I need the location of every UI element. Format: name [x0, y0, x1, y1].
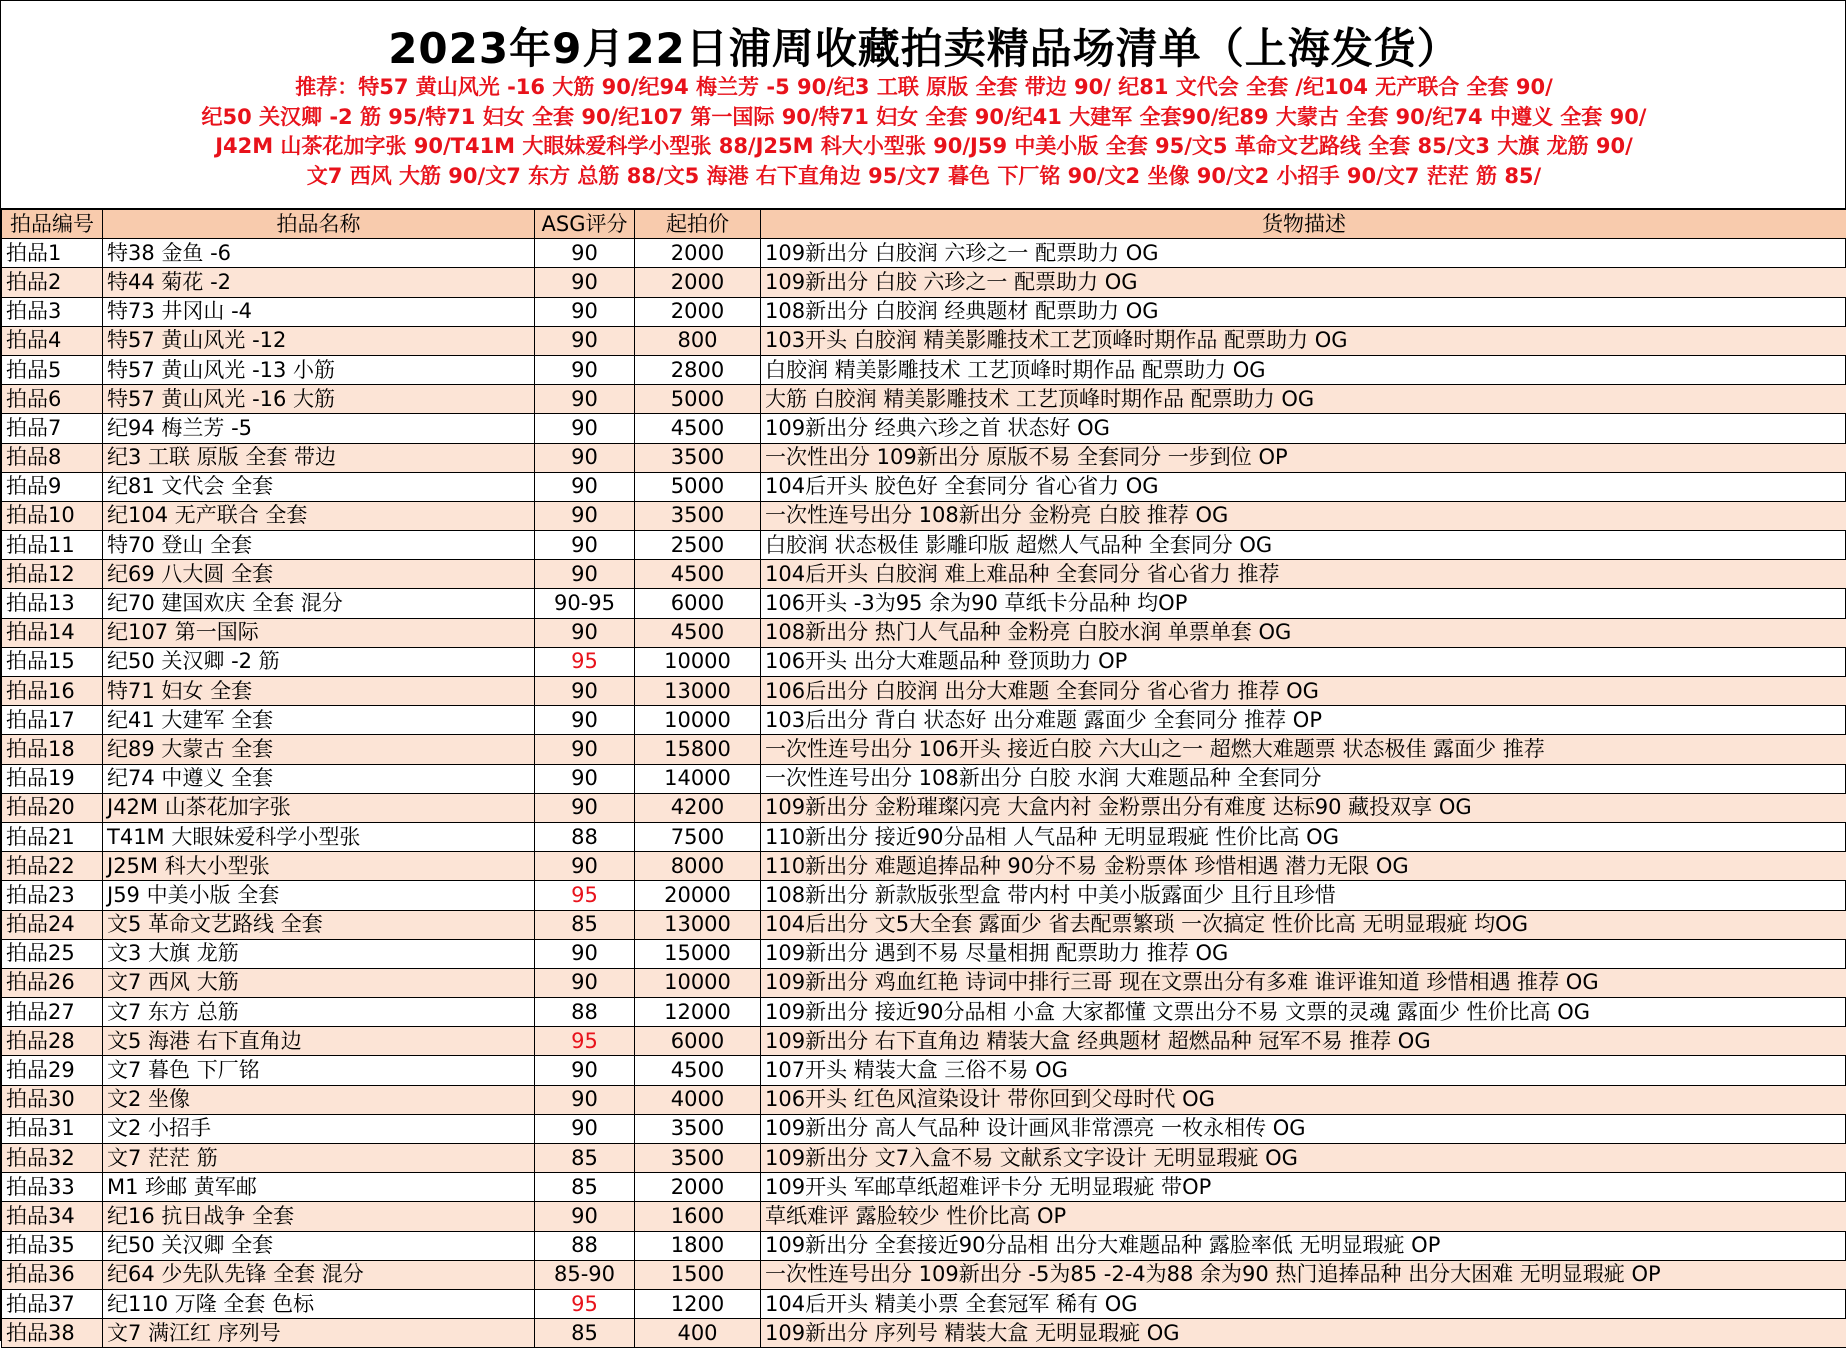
table-body	[2, 239, 1846, 1348]
lot-name-cell: 纪81 文代会 全套	[103, 472, 535, 501]
asg-grade-cell: 90	[535, 1202, 635, 1231]
asg-grade-cell: 90	[535, 297, 635, 326]
table-row	[2, 385, 1846, 414]
table-row	[2, 268, 1846, 297]
lot-name-cell: 特57 黄山风光 -16 大筋	[103, 385, 535, 414]
list-header	[1, 1, 1846, 209]
starting-price-cell: 12000	[635, 998, 761, 1027]
table-row	[2, 501, 1846, 530]
lot-number-cell: 拍品13	[2, 589, 103, 618]
asg-grade-cell: 85	[535, 1144, 635, 1173]
description-cell: 104后开头 白胶润 难上难品种 全套同分 省心省力 推荐	[761, 560, 1846, 589]
table-row	[2, 822, 1846, 851]
description-cell: 103开头 白胶润 精美影雕技术工艺顶峰时期作品 配票助力 OG	[761, 326, 1846, 355]
starting-price-cell: 4000	[635, 1085, 761, 1114]
lot-number-cell: 拍品33	[2, 1173, 103, 1202]
table-row	[2, 1202, 1846, 1231]
lot-name-cell: J59 中美小版 全套	[103, 881, 535, 910]
table-row	[2, 531, 1846, 560]
asg-grade-cell: 88	[535, 1231, 635, 1260]
asg-grade-cell: 85	[535, 910, 635, 939]
table-row	[2, 414, 1846, 443]
column-header-description: 货物描述	[761, 210, 1846, 239]
asg-grade-cell: 90-95	[535, 589, 635, 618]
recommendation-line-2: 纪50 关汉卿 -2 筋 95/特71 妇女 全套 90/纪107 第一国际 90/特71 妇女 全套 90/纪41 大建军 全套90/纪89 大蒙古 全套 90/纪74 中遵义 全套 90/	[1, 103, 1846, 133]
lot-number-cell: 拍品3	[2, 297, 103, 326]
table-row	[2, 589, 1846, 618]
asg-grade-cell: 85-90	[535, 1260, 635, 1289]
asg-grade-cell: 90	[535, 677, 635, 706]
description-cell: 109新出分 右下直角边 精装大盒 经典题材 超燃品种 冠军不易 推荐 OG	[761, 1027, 1846, 1056]
starting-price-cell: 14000	[635, 764, 761, 793]
table-row	[2, 1114, 1846, 1143]
lot-name-cell: 纪64 少先队先锋 全套 混分	[103, 1260, 535, 1289]
lot-number-cell: 拍品28	[2, 1027, 103, 1056]
asg-grade-cell: 90	[535, 560, 635, 589]
starting-price-cell: 15800	[635, 735, 761, 764]
description-cell: 白胶润 状态极佳 影雕印版 超燃人气品种 全套同分 OG	[761, 531, 1846, 560]
table-row	[2, 1144, 1846, 1173]
starting-price-cell: 10000	[635, 706, 761, 735]
table-row	[2, 968, 1846, 997]
asg-grade-cell: 90	[535, 385, 635, 414]
lot-name-cell: 文2 坐像	[103, 1085, 535, 1114]
table-row	[2, 1319, 1846, 1348]
lot-number-cell: 拍品6	[2, 385, 103, 414]
lot-number-cell: 拍品10	[2, 501, 103, 530]
starting-price-cell: 6000	[635, 589, 761, 618]
starting-price-cell: 2000	[635, 268, 761, 297]
description-cell: 106开头 红色风渲染设计 带你回到父母时代 OG	[761, 1085, 1846, 1114]
lot-number-cell: 拍品1	[2, 239, 103, 268]
asg-grade-cell: 85	[535, 1319, 635, 1348]
asg-grade-cell: 85	[535, 1173, 635, 1202]
asg-grade-cell: 90	[535, 531, 635, 560]
lot-name-cell: 特38 金鱼 -6	[103, 239, 535, 268]
page-title: 2023年9月22日浦周收藏拍卖精品场清单（上海发货）	[1, 25, 1846, 73]
table-header-row	[2, 210, 1846, 239]
description-cell: 白胶润 精美影雕技术 工艺顶峰时期作品 配票助力 OG	[761, 355, 1846, 384]
lot-number-cell: 拍品5	[2, 355, 103, 384]
table-row	[2, 764, 1846, 793]
description-cell: 大筋 白胶润 精美影雕技术 工艺顶峰时期作品 配票助力 OG	[761, 385, 1846, 414]
asg-grade-cell: 90	[535, 735, 635, 764]
lot-name-cell: M1 珍邮 黄军邮	[103, 1173, 535, 1202]
lot-name-cell: 特73 井冈山 -4	[103, 297, 535, 326]
lot-name-cell: J42M 山茶花加字张	[103, 793, 535, 822]
description-cell: 109新出分 鸡血红艳 诗词中排行三哥 现在文票出分有多难 谁评谁知道 珍惜相遇 推荐 OG	[761, 968, 1846, 997]
starting-price-cell: 10000	[635, 647, 761, 676]
description-cell: 106开头 出分大难题品种 登顶助力 OP	[761, 647, 1846, 676]
lot-number-cell: 拍品22	[2, 852, 103, 881]
table-row	[2, 239, 1846, 268]
starting-price-cell: 5000	[635, 385, 761, 414]
lot-name-cell: J25M 科大小型张	[103, 852, 535, 881]
description-cell: 109新出分 白胶 六珍之一 配票助力 OG	[761, 268, 1846, 297]
lot-number-cell: 拍品38	[2, 1319, 103, 1348]
table-row	[2, 560, 1846, 589]
starting-price-cell: 13000	[635, 910, 761, 939]
lot-name-cell: 文7 东方 总筋	[103, 998, 535, 1027]
lot-name-cell: T41M 大眼妹爱科学小型张	[103, 822, 535, 851]
asg-grade-cell: 90	[535, 501, 635, 530]
lot-name-cell: 纪74 中遵义 全套	[103, 764, 535, 793]
starting-price-cell: 3500	[635, 501, 761, 530]
description-cell: 草纸难评 露脸较少 性价比高 OP	[761, 1202, 1846, 1231]
lot-number-cell: 拍品23	[2, 881, 103, 910]
starting-price-cell: 1600	[635, 1202, 761, 1231]
starting-price-cell: 2800	[635, 355, 761, 384]
lot-number-cell: 拍品31	[2, 1114, 103, 1143]
lot-number-cell: 拍品36	[2, 1260, 103, 1289]
description-cell: 一次性连号出分 106开头 接近白胶 六大山之一 超燃大难题票 状态极佳 露面少 推荐	[761, 735, 1846, 764]
starting-price-cell: 4500	[635, 414, 761, 443]
starting-price-cell: 1500	[635, 1260, 761, 1289]
table-row	[2, 793, 1846, 822]
description-cell: 109开头 军邮草纸超难评卡分 无明显瑕疵 带OP	[761, 1173, 1846, 1202]
starting-price-cell: 13000	[635, 677, 761, 706]
lot-name-cell: 纪104 无产联合 全套	[103, 501, 535, 530]
asg-grade-cell: 90	[535, 968, 635, 997]
table-row	[2, 647, 1846, 676]
description-cell: 一次性连号出分 108新出分 白胶 水润 大难题品种 全套同分	[761, 764, 1846, 793]
starting-price-cell: 5000	[635, 472, 761, 501]
table-row	[2, 443, 1846, 472]
lot-name-cell: 纪50 关汉卿 全套	[103, 1231, 535, 1260]
asg-grade-cell: 95	[535, 1289, 635, 1318]
lot-number-cell: 拍品24	[2, 910, 103, 939]
starting-price-cell: 1200	[635, 1289, 761, 1318]
lot-number-cell: 拍品34	[2, 1202, 103, 1231]
description-cell: 109新出分 接近90分品相 小盒 大家都懂 文票出分不易 文票的灵魂 露面少 性价比高 OG	[761, 998, 1846, 1027]
lot-name-cell: 特57 黄山风光 -13 小筋	[103, 355, 535, 384]
table-row	[2, 735, 1846, 764]
table-row	[2, 910, 1846, 939]
lot-number-cell: 拍品7	[2, 414, 103, 443]
asg-grade-cell: 90	[535, 706, 635, 735]
asg-grade-cell: 95	[535, 647, 635, 676]
lot-name-cell: 文7 满江红 序列号	[103, 1319, 535, 1348]
lot-number-cell: 拍品37	[2, 1289, 103, 1318]
lot-number-cell: 拍品21	[2, 822, 103, 851]
table-row	[2, 326, 1846, 355]
description-cell: 109新出分 全套接近90分品相 出分大难题品种 露脸率低 无明显瑕疵 OP	[761, 1231, 1846, 1260]
starting-price-cell: 3500	[635, 443, 761, 472]
lot-name-cell: 纪50 关汉卿 -2 筋	[103, 647, 535, 676]
description-cell: 109新出分 遇到不易 尽量相拥 配票助力 推荐 OG	[761, 939, 1846, 968]
description-cell: 109新出分 序列号 精装大盒 无明显瑕疵 OG	[761, 1319, 1846, 1348]
column-header-lot-name: 拍品名称	[103, 210, 535, 239]
asg-grade-cell: 90	[535, 414, 635, 443]
lot-name-cell: 特70 登山 全套	[103, 531, 535, 560]
asg-grade-cell: 90	[535, 939, 635, 968]
auction-items-table	[1, 209, 1846, 1348]
starting-price-cell: 400	[635, 1319, 761, 1348]
lot-name-cell: 纪89 大蒙古 全套	[103, 735, 535, 764]
asg-grade-cell: 90	[535, 1056, 635, 1085]
lot-number-cell: 拍品35	[2, 1231, 103, 1260]
lot-name-cell: 纪110 万隆 全套 色标	[103, 1289, 535, 1318]
description-cell: 109新出分 文7入盒不易 文献系文字设计 无明显瑕疵 OG	[761, 1144, 1846, 1173]
starting-price-cell: 800	[635, 326, 761, 355]
column-header-lot-number: 拍品编号	[2, 210, 103, 239]
table-row	[2, 1231, 1846, 1260]
table-row	[2, 852, 1846, 881]
lot-number-cell: 拍品8	[2, 443, 103, 472]
asg-grade-cell: 88	[535, 998, 635, 1027]
lot-number-cell: 拍品18	[2, 735, 103, 764]
description-cell: 109新出分 高人气品种 设计画风非常漂亮 一枚永相传 OG	[761, 1114, 1846, 1143]
lot-number-cell: 拍品11	[2, 531, 103, 560]
starting-price-cell: 10000	[635, 968, 761, 997]
table-row	[2, 939, 1846, 968]
lot-name-cell: 纪16 抗日战争 全套	[103, 1202, 535, 1231]
description-cell: 104后开头 精美小票 全套冠军 稀有 OG	[761, 1289, 1846, 1318]
description-cell: 104后出分 文5大全套 露面少 省去配票繁琐 一次搞定 性价比高 无明显瑕疵 均OG	[761, 910, 1846, 939]
asg-grade-cell: 90	[535, 764, 635, 793]
lot-number-cell: 拍品25	[2, 939, 103, 968]
table-row	[2, 297, 1846, 326]
starting-price-cell: 2000	[635, 239, 761, 268]
asg-grade-cell: 90	[535, 1114, 635, 1143]
asg-grade-cell: 90	[535, 472, 635, 501]
starting-price-cell: 20000	[635, 881, 761, 910]
description-cell: 107开头 精装大盒 三俗不易 OG	[761, 1056, 1846, 1085]
starting-price-cell: 4500	[635, 560, 761, 589]
table-row	[2, 472, 1846, 501]
starting-price-cell: 3500	[635, 1114, 761, 1143]
table-row	[2, 1260, 1846, 1289]
asg-grade-cell: 90	[535, 268, 635, 297]
starting-price-cell: 2000	[635, 297, 761, 326]
description-cell: 110新出分 难题追捧品种 90分不易 金粉票体 珍惜相遇 潜力无限 OG	[761, 852, 1846, 881]
lot-name-cell: 文5 革命文艺路线 全套	[103, 910, 535, 939]
lot-number-cell: 拍品2	[2, 268, 103, 297]
recommendation-line-4: 文7 西风 大筋 90/文7 东方 总筋 88/文5 海港 右下直角边 95/文7 暮色 下厂铭 90/文2 坐像 90/文2 小招手 90/文7 茫茫 筋 85/	[1, 162, 1846, 192]
starting-price-cell: 4500	[635, 618, 761, 647]
asg-grade-cell: 95	[535, 881, 635, 910]
description-cell: 109新出分 经典六珍之首 状态好 OG	[761, 414, 1846, 443]
asg-grade-cell: 95	[535, 1027, 635, 1056]
starting-price-cell: 15000	[635, 939, 761, 968]
recommendation-line-1: 推荐：特57 黄山风光 -16 大筋 90/纪94 梅兰芳 -5 90/纪3 工联 原版 全套 带边 90/ 纪81 文代会 全套 /纪104 无产联合 全套 90/	[1, 73, 1846, 103]
lot-number-cell: 拍品15	[2, 647, 103, 676]
description-cell: 106后出分 白胶润 出分大难题 全套同分 省心省力 推荐 OG	[761, 677, 1846, 706]
table-row	[2, 706, 1846, 735]
starting-price-cell: 2000	[635, 1173, 761, 1202]
starting-price-cell: 1800	[635, 1231, 761, 1260]
starting-price-cell: 4200	[635, 793, 761, 822]
lot-number-cell: 拍品12	[2, 560, 103, 589]
description-cell: 108新出分 新款版张型盒 带内村 中美小版露面少 且行且珍惜	[761, 881, 1846, 910]
lot-name-cell: 纪70 建国欢庆 全套 混分	[103, 589, 535, 618]
starting-price-cell: 2500	[635, 531, 761, 560]
column-header-asg-grade: ASG评分	[535, 210, 635, 239]
starting-price-cell: 4500	[635, 1056, 761, 1085]
table-row	[2, 998, 1846, 1027]
asg-grade-cell: 90	[535, 239, 635, 268]
table-row	[2, 881, 1846, 910]
lot-number-cell: 拍品17	[2, 706, 103, 735]
asg-grade-cell: 90	[535, 355, 635, 384]
description-cell: 108新出分 热门人气品种 金粉亮 白胶水润 单票单套 OG	[761, 618, 1846, 647]
lot-name-cell: 特71 妇女 全套	[103, 677, 535, 706]
asg-grade-cell: 88	[535, 822, 635, 851]
lot-name-cell: 文2 小招手	[103, 1114, 535, 1143]
lot-number-cell: 拍品14	[2, 618, 103, 647]
lot-number-cell: 拍品30	[2, 1085, 103, 1114]
table-row	[2, 1056, 1846, 1085]
lot-number-cell: 拍品4	[2, 326, 103, 355]
lot-number-cell: 拍品27	[2, 998, 103, 1027]
description-cell: 108新出分 白胶润 经典题材 配票助力 OG	[761, 297, 1846, 326]
lot-number-cell: 拍品29	[2, 1056, 103, 1085]
lot-name-cell: 文7 茫茫 筋	[103, 1144, 535, 1173]
lot-number-cell: 拍品19	[2, 764, 103, 793]
description-cell: 一次性连号出分 108新出分 金粉亮 白胶 推荐 OG	[761, 501, 1846, 530]
lot-number-cell: 拍品9	[2, 472, 103, 501]
lot-number-cell: 拍品32	[2, 1144, 103, 1173]
lot-name-cell: 文7 暮色 下厂铭	[103, 1056, 535, 1085]
description-cell: 一次性出分 109新出分 原版不易 全套同分 一步到位 OP	[761, 443, 1846, 472]
starting-price-cell: 3500	[635, 1144, 761, 1173]
table-row	[2, 618, 1846, 647]
lot-name-cell: 文3 大旗 龙筋	[103, 939, 535, 968]
description-cell: 104后开头 胶色好 全套同分 省心省力 OG	[761, 472, 1846, 501]
lot-name-cell: 特57 黄山风光 -12	[103, 326, 535, 355]
table-row	[2, 1027, 1846, 1056]
table-row	[2, 1085, 1846, 1114]
description-cell: 106开头 -3为95 余为90 草纸卡分品种 均OP	[761, 589, 1846, 618]
table-row	[2, 1289, 1846, 1318]
description-cell: 109新出分 金粉璀璨闪亮 大盒内衬 金粉票出分有难度 达标90 藏投双享 OG	[761, 793, 1846, 822]
lot-name-cell: 纪41 大建军 全套	[103, 706, 535, 735]
description-cell: 110新出分 接近90分品相 人气品种 无明显瑕疵 性价比高 OG	[761, 822, 1846, 851]
description-cell: 一次性连号出分 109新出分 -5为85 -2-4为88 余为90 热门追捧品种 出分大困难 无明显瑕疵 OP	[761, 1260, 1846, 1289]
lot-name-cell: 纪94 梅兰芳 -5	[103, 414, 535, 443]
table-row	[2, 1173, 1846, 1202]
asg-grade-cell: 90	[535, 1085, 635, 1114]
lot-name-cell: 纪3 工联 原版 全套 带边	[103, 443, 535, 472]
asg-grade-cell: 90	[535, 618, 635, 647]
recommendation-line-3: J42M 山茶花加字张 90/T41M 大眼妹爱科学小型张 88/J25M 科大小型张 90/J59 中美小版 全套 95/文5 革命文艺路线 全套 85/文3 大旗 龙筋 90/	[1, 132, 1846, 162]
lot-number-cell: 拍品20	[2, 793, 103, 822]
lot-name-cell: 文5 海港 右下直角边	[103, 1027, 535, 1056]
column-header-starting-price: 起拍价	[635, 210, 761, 239]
description-cell: 103后出分 背白 状态好 出分难题 露面少 全套同分 推荐 OP	[761, 706, 1846, 735]
asg-grade-cell: 90	[535, 793, 635, 822]
starting-price-cell: 7500	[635, 822, 761, 851]
lot-name-cell: 纪107 第一国际	[103, 618, 535, 647]
asg-grade-cell: 90	[535, 326, 635, 355]
description-cell: 109新出分 白胶润 六珍之一 配票助力 OG	[761, 239, 1846, 268]
table-row	[2, 677, 1846, 706]
lot-name-cell: 特44 菊花 -2	[103, 268, 535, 297]
lot-name-cell: 文7 西风 大筋	[103, 968, 535, 997]
lot-number-cell: 拍品16	[2, 677, 103, 706]
asg-grade-cell: 90	[535, 852, 635, 881]
lot-number-cell: 拍品26	[2, 968, 103, 997]
starting-price-cell: 8000	[635, 852, 761, 881]
lot-name-cell: 纪69 八大圆 全套	[103, 560, 535, 589]
asg-grade-cell: 90	[535, 443, 635, 472]
starting-price-cell: 6000	[635, 1027, 761, 1056]
table-row	[2, 355, 1846, 384]
